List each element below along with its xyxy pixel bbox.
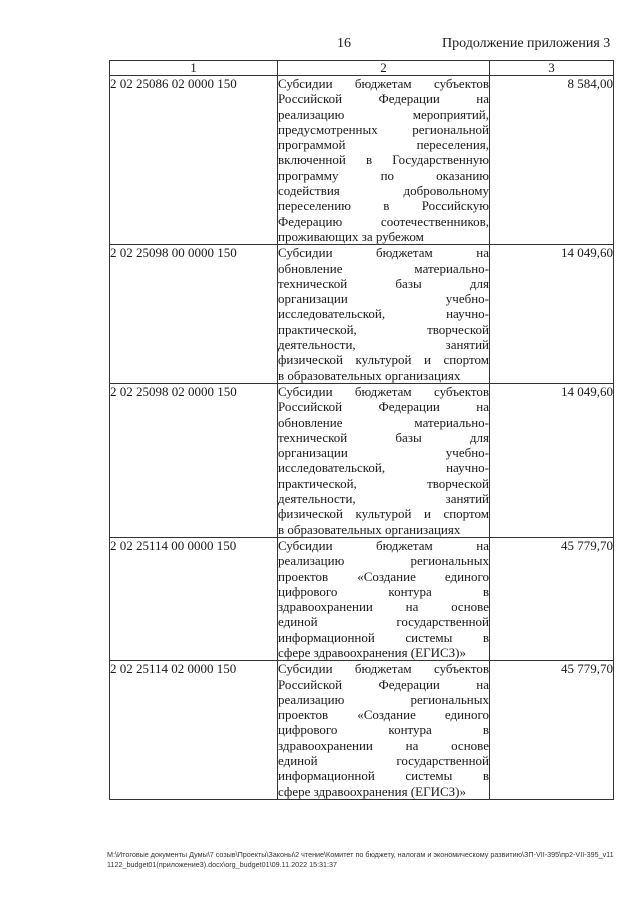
description-line: единой государственной [278,614,489,630]
description-line: практической, творческой [278,475,489,491]
description-line: проектов «Создание единого [278,707,489,723]
description-line: информационной системы в [278,629,489,645]
description-line: исследовательской, научно- [278,306,489,322]
description-line: физической культурой и спортом [278,506,489,522]
description-line: предусмотренных региональной [278,121,489,137]
description-line: в образовательных организациях [278,367,461,383]
table-row [110,537,614,660]
description-line: содействия добровольному [278,183,489,199]
description-line: организации учебно- [278,445,489,461]
description-line: реализацию региональных [278,553,489,569]
description-cell [278,383,490,537]
description-line: программой переселения, [278,137,489,153]
description-line: Субсидии бюджетам субъектов [278,383,489,399]
description-line: переселению в Российскую [278,198,489,214]
table-row [110,245,614,384]
description-line: программу по оказанию [278,167,489,183]
table-row [110,76,614,245]
description-line: Субсидии бюджетам субъектов [278,661,489,677]
description-line: физической культурой и спортом [278,352,489,368]
description-cell [278,245,490,384]
amount-cell: 14 049,60 [490,245,614,384]
description-line: Российской Федерации на [278,676,489,692]
description-line: цифрового контура в [278,722,489,738]
amount-cell: 45 779,70 [490,537,614,660]
description-line: Субсидии бюджетам на [278,537,489,553]
document-path-footer: M:\Итоговые документы Думы\7 созыв\Проекты\Законы\2 чтение\Комитет по бюджету, налогам и экономическому развитию\ЗП-VII-395\пр2-VII-395_v111122_budget01(приложение3).docx\org_budget01\09.11.2022 15:31:37 [107,850,614,869]
description-line: проживающих за рубежом [278,228,424,244]
budget-code: 2 02 25098 00 0000 150 [110,245,278,384]
page-number: 16 [337,36,351,51]
description-line: здравоохранении на основе [278,599,489,615]
amount-cell: 45 779,70 [490,661,614,800]
description-line: информационной системы в [278,768,489,784]
description-cell [278,76,490,245]
table-row [110,661,614,800]
description-line: Российской Федерации на [278,91,489,107]
description-line: деятельности, занятий [278,491,489,507]
description-line: включенной в Государственную [278,152,489,168]
description-cell [278,537,490,660]
description-line: здравоохранении на основе [278,737,489,753]
column-header-3: 3 [490,61,614,76]
description-line: в образовательных организациях [278,521,461,537]
description-line: практической, творческой [278,321,489,337]
budget-code: 2 02 25114 02 0000 150 [110,661,278,800]
description-line: единой государственной [278,753,489,769]
budget-table [109,60,614,800]
description-line: реализацию мероприятий, [278,106,489,122]
description-line: цифрового контура в [278,583,489,599]
description-line: технической базы для [278,429,489,445]
description-line: сфере здравоохранения (ЕГИСЗ)» [278,644,466,660]
description-line: технической базы для [278,275,489,291]
description-line: деятельности, занятий [278,337,489,353]
budget-code: 2 02 25086 02 0000 150 [110,76,278,245]
description-line: организации учебно- [278,291,489,307]
description-line: Федерацию соотечественников, [278,213,489,229]
budget-code: 2 02 25114 00 0000 150 [110,537,278,660]
description-line: Субсидии бюджетам субъектов [278,76,489,91]
description-line: Российской Федерации на [278,399,489,415]
continuation-label: Продолжение приложения 3 [442,36,611,51]
amount-cell: 14 049,60 [490,383,614,537]
table-row [110,383,614,537]
column-header-2: 2 [278,61,490,76]
column-header-1: 1 [110,61,278,76]
description-line: сфере здравоохранения (ЕГИСЗ)» [278,783,466,799]
table-header-row [110,61,614,76]
description-line: реализацию региональных [278,691,489,707]
budget-code: 2 02 25098 02 0000 150 [110,383,278,537]
description-line: обновление материально- [278,414,489,430]
description-line: обновление материально- [278,260,489,276]
page-header [0,36,639,56]
description-cell [278,661,490,800]
description-line: проектов «Создание единого [278,568,489,584]
description-line: исследовательской, научно- [278,460,489,476]
description-line: Субсидии бюджетам на [278,245,489,261]
amount-cell: 8 584,00 [490,76,614,245]
